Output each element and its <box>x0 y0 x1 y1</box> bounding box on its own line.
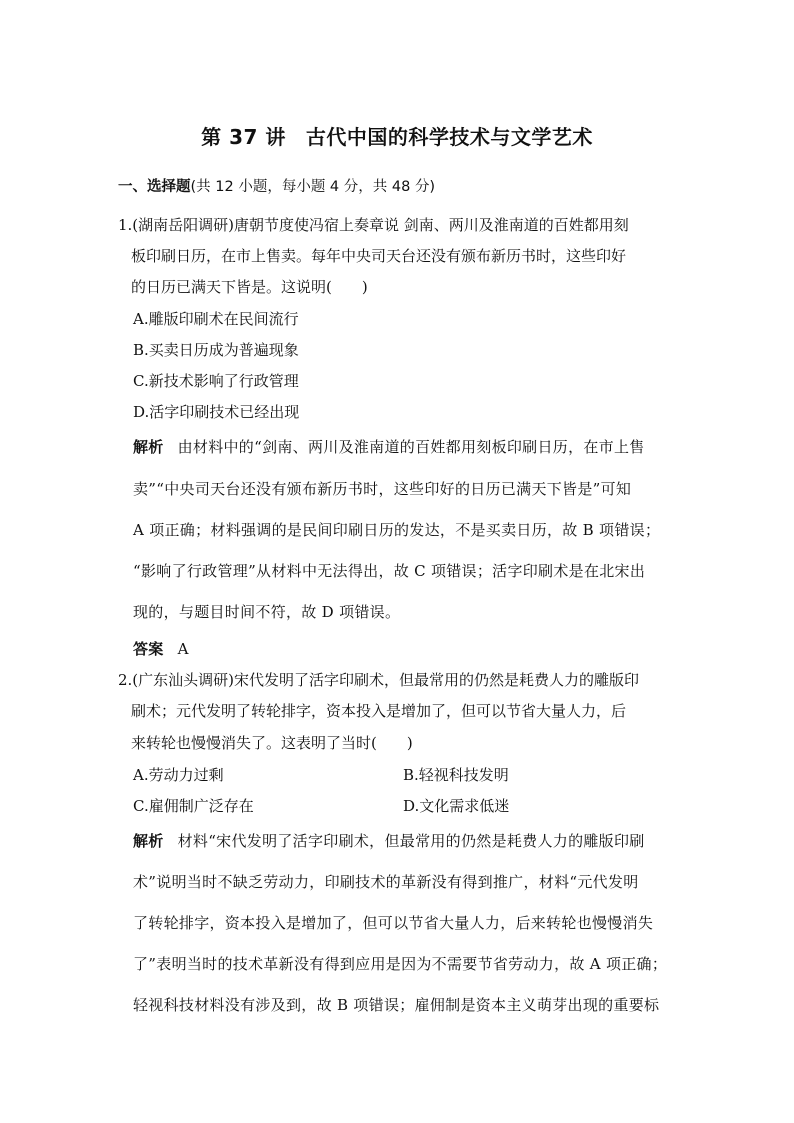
page-title <box>0 121 794 150</box>
question-1-analysis-line-3: A 项正确；材料强调的是民间印刷日历的发达，不是买卖日历，故 B 项错误； <box>133 521 661 539</box>
section-info: (共 12 小题，每小题 4 分，共 48 分) <box>190 179 436 195</box>
question-2-option-c: C.雇佣制广泛存在 <box>133 797 254 815</box>
question-2-line-1: 2.(广东汕头调研)宋代发明了活字印刷术，但最常用的仍然是耗费人力的雕版印 <box>118 671 640 689</box>
lecture-title: 古代中国的科学技术与文学艺术 <box>305 125 593 149</box>
question-1-option-a: A.雕版印刷术在民间流行 <box>133 310 299 328</box>
question-1-analysis-line-1: 解析 由材料中的“剑南、两川及淮南道的百姓都用刻板印刷日历，在市上售 <box>133 438 645 456</box>
question-1-option-c: C.新技术影响了行政管理 <box>133 372 299 390</box>
question-2-line-3: 来转轮也慢慢消失了。这表明了当时( ) <box>131 734 413 752</box>
question-2-analysis-line-4: 了”表明当时的技术革新没有得到应用是因为不需要节省劳动力，故 A 项正确； <box>133 955 668 973</box>
section-label: 一、选择题 <box>118 179 191 195</box>
question-1-line-3: 的日历已满天下皆是。这说明( ) <box>131 278 368 296</box>
analysis-label: 解析 <box>133 832 164 850</box>
question-2-line-2: 刷术；元代发明了转轮排字，资本投入是增加了，但可以节省大量人力，后 <box>131 702 627 720</box>
question-1-option-b: B.买卖日历成为普遍现象 <box>133 341 299 359</box>
answer-value: A <box>177 640 189 658</box>
question-2-analysis-line-2: 术”说明当时不缺乏劳动力，印刷技术的革新没有得到推广，材料“元代发明 <box>133 873 639 891</box>
question-2-analysis-line-3: 了转轮排字，资本投入是增加了，但可以节省大量人力，后来转轮也慢慢消失 <box>133 914 654 932</box>
question-2-option-d: D.文化需求低迷 <box>403 797 510 815</box>
question-2-analysis-line-5: 轻视科技材料没有涉及到，故 B 项错误；雇佣制是资本主义萌芽出现的重要标 <box>133 996 660 1014</box>
question-2-option-b: B.轻视科技发明 <box>403 766 509 784</box>
section-heading <box>118 177 435 197</box>
question-1-analysis-line-4: “影响了行政管理”从材料中无法得出，故 C 项错误；活字印刷术是在北宋出 <box>133 562 646 580</box>
answer-label: 答案 <box>133 640 164 658</box>
question-1-answer <box>133 639 189 659</box>
question-2-option-a: A.劳动力过剩 <box>133 766 224 784</box>
lecture-number: 第 37 讲 <box>201 125 286 149</box>
question-1-analysis-line-2: 卖”“中央司天台还没有颁布新历书时，这些印好的日历已满天下皆是”可知 <box>133 480 632 498</box>
question-1-line-2: 板印刷日历，在市上售卖。每年中央司天台还没有颁布新历书时，这些印好 <box>131 247 627 265</box>
question-2-analysis-line-1: 解析 材料“宋代发明了活字印刷术，但最常用的仍然是耗费人力的雕版印刷 <box>133 832 645 850</box>
question-1-analysis-line-5: 现的，与题目时间不符，故 D 项错误。 <box>133 603 401 621</box>
question-1-line-1: 1.(湖南岳阳调研)唐朝节度使冯宿上奏章说 剑南、两川及淮南道的百姓都用刻 <box>118 216 629 234</box>
analysis-label: 解析 <box>133 438 164 456</box>
question-1-option-d: D.活字印刷技术已经出现 <box>133 403 300 421</box>
